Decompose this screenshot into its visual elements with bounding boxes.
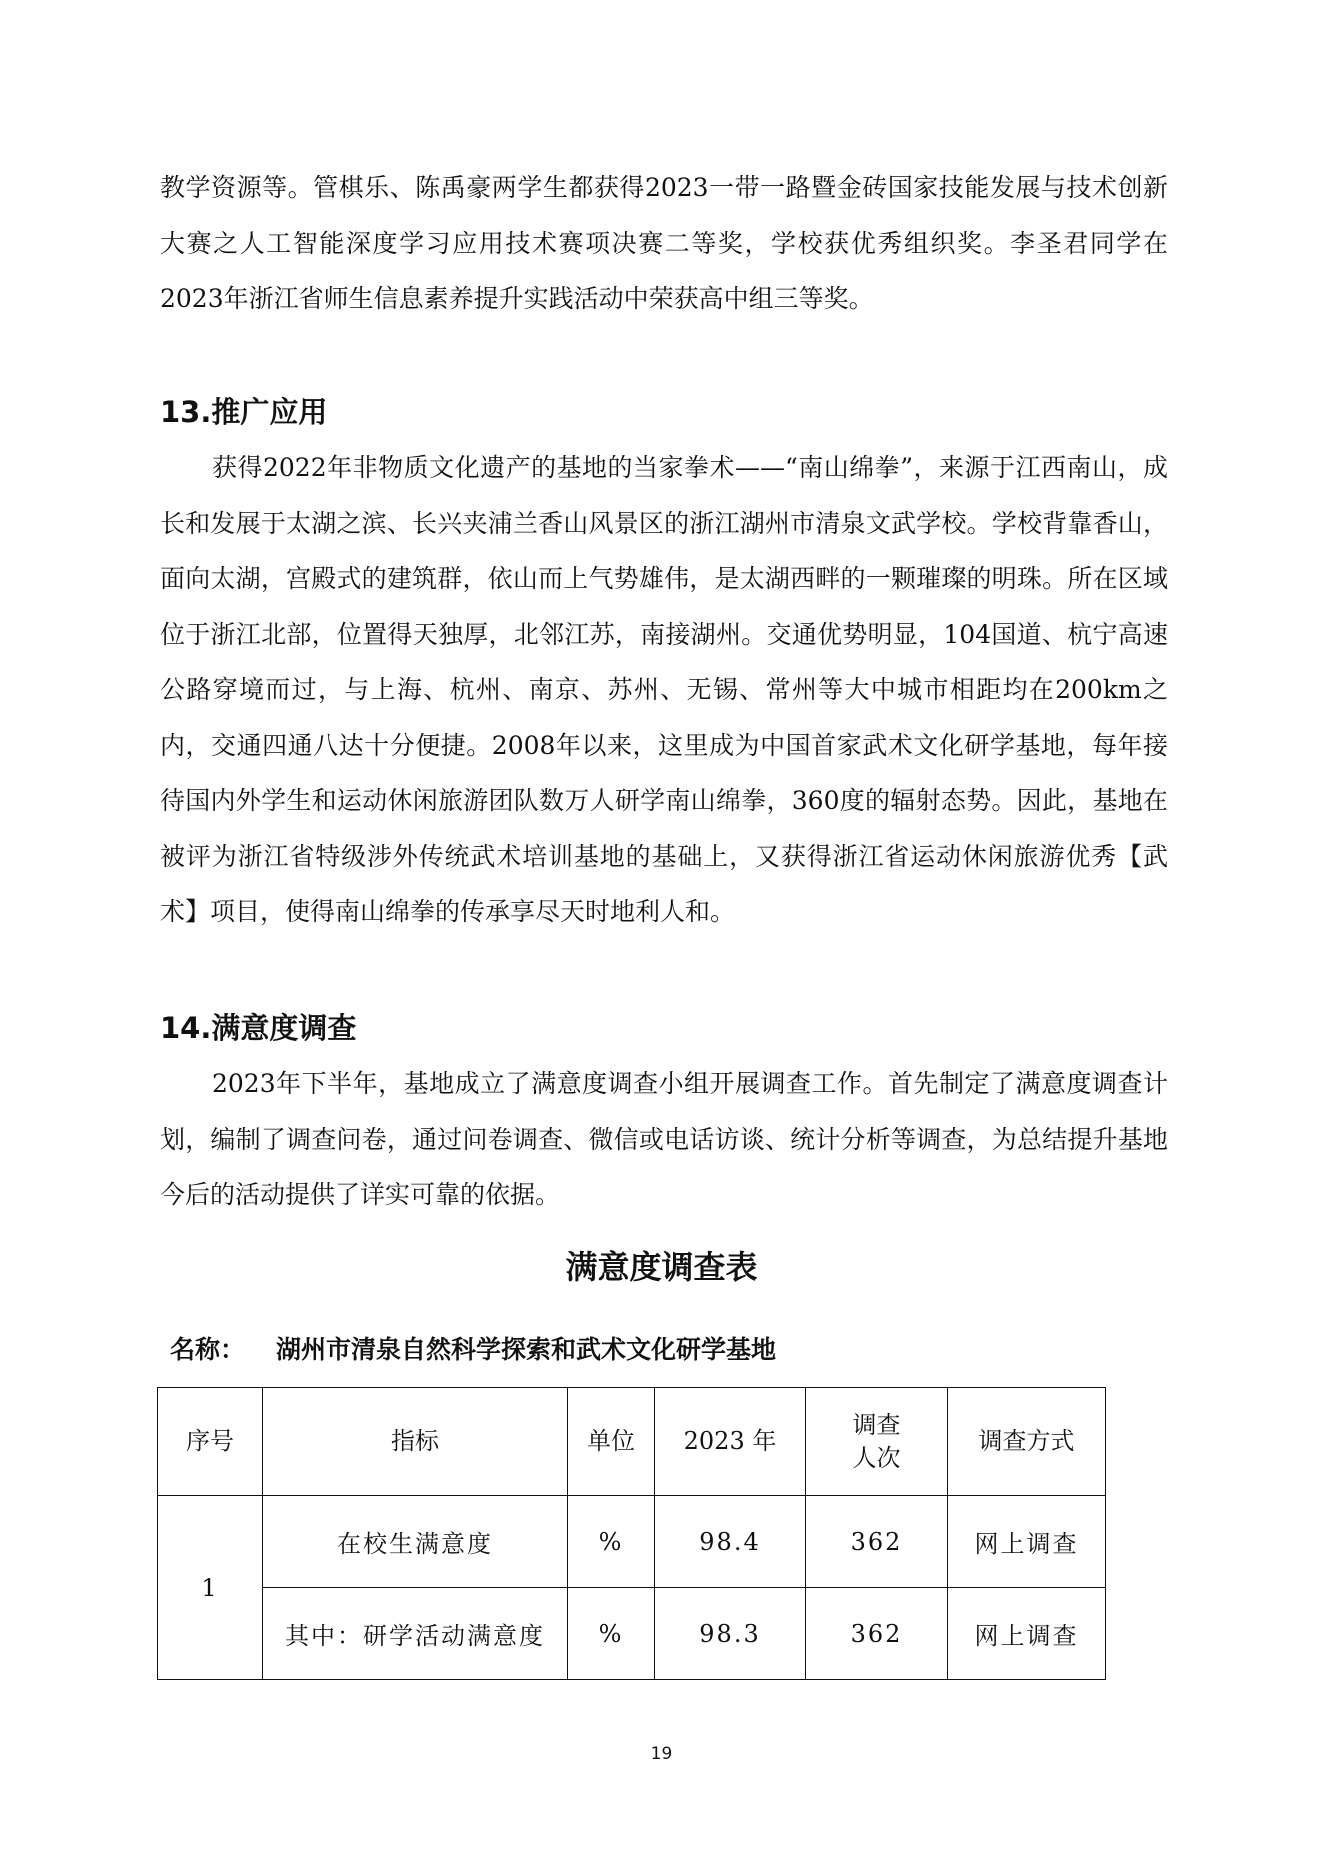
name-label: 名称： bbox=[170, 1335, 246, 1364]
institution-name: 湖州市清泉自然科学探索和武术文化研学基地 bbox=[276, 1335, 777, 1364]
value-cell: 98.4 bbox=[655, 1496, 806, 1588]
value-cell: 98.3 bbox=[655, 1588, 806, 1680]
method-cell: 网上调查 bbox=[948, 1496, 1106, 1588]
intro-paragraph: 教学资源等。管棋乐、陈禹豪两学生都获得2023一带一路暨金砖国家技能发展与技术创新大赛之人工智能深度学习应用技术赛项决赛二等奖，学校获优秀组织奖。李圣君同学在2023年浙江省师生信息素养提升实践活动中荣获高中组三等奖。 bbox=[160, 173, 1168, 313]
table-title: 满意度调查表 bbox=[565, 1248, 758, 1286]
table-header-row bbox=[158, 1388, 1106, 1496]
section-13-paragraph: 获得2022年非物质文化遗产的基地的当家拳术——“南山绵拳”，来源于江西南山，成长和发展于太湖之滨、长兴夹浦兰香山风景区的浙江湖州市清泉文武学校。学校背靠香山，面向太湖，宫殿式的建筑群，依山而上气势雄伟，是太湖西畔的一颗璀璨的明珠。所在区域位于浙江北部，位置得天独厚，北邻江苏，南接湖州。交通优势明显，104国道、杭宁高速公路穿境而过，与上海、杭州、南京、苏州、无锡、常州等大中城市相距均在200km之内，交通四通八达十分便捷。2008年以来，这里成为中国首家武术文化研学基地，每年接待国内外学生和运动休闲旅游团队数万人研学南山绵拳，360度的辐射态势。因此，基地在被评为浙江省特级涉外传统武术培训基地的基础上，又获得浙江省运动休闲旅游优秀【武术】项目，使得南山绵拳的传承享尽天时地利人和。 bbox=[160, 453, 1169, 926]
table-row bbox=[158, 1496, 1106, 1588]
table-row bbox=[158, 1588, 1106, 1680]
header-year: 2023 年 bbox=[655, 1388, 806, 1496]
unit-cell: % bbox=[568, 1496, 655, 1588]
section-14-heading: 14.满意度调查 bbox=[160, 1011, 357, 1045]
section-14-paragraph: 2023年下半年，基地成立了满意度调查小组开展调查工作。首先制定了满意度调查计划，编制了调查问卷，通过问卷调查、微信或电话访谈、统计分析等调查，为总结提升基地今后的活动提供了详实可靠的依据。 bbox=[160, 1069, 1168, 1209]
unit-cell: % bbox=[568, 1588, 655, 1680]
section-13-heading: 13.推广应用 bbox=[160, 395, 328, 429]
header-method: 调查方式 bbox=[948, 1388, 1106, 1496]
header-survey-count-line1: 调查 bbox=[852, 1410, 901, 1439]
header-seq: 序号 bbox=[158, 1388, 263, 1496]
method-cell: 网上调查 bbox=[948, 1588, 1106, 1680]
header-survey-count-line2: 人次 bbox=[852, 1443, 901, 1472]
indicator-cell: 在校生满意度 bbox=[263, 1496, 568, 1588]
indicator-cell: 其中：研学活动满意度 bbox=[263, 1588, 568, 1680]
count-cell: 362 bbox=[806, 1588, 948, 1680]
header-survey-count bbox=[806, 1388, 948, 1496]
satisfaction-table bbox=[157, 1387, 1106, 1680]
page-number: 19 bbox=[650, 1744, 673, 1764]
institution-name-row bbox=[170, 1332, 776, 1368]
count-cell: 362 bbox=[806, 1496, 948, 1588]
header-indicator: 指标 bbox=[263, 1388, 568, 1496]
header-unit: 单位 bbox=[568, 1388, 655, 1496]
seq-cell: 1 bbox=[158, 1496, 263, 1680]
